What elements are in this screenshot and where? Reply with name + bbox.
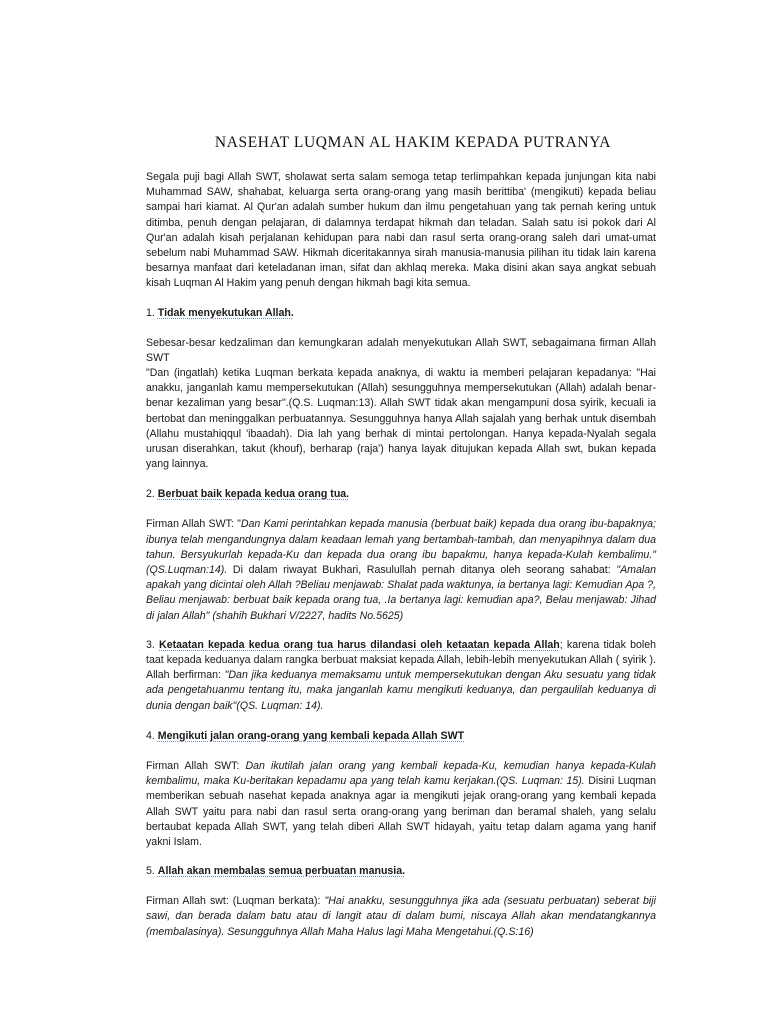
section-2-body xyxy=(146,517,656,623)
section-number: 2. xyxy=(146,488,155,501)
intro-paragraph: Segala puji bagi Allah SWT, sholawat serta salam semoga tetap terlimpahkan kepada junjungan kita nabi Muhammad SAW, shahabat, keluarga serta orang-orang yang masih berittiba' (mengikuti) kepada beliau sampai hari kiamat. Al Qur'an adalah sumber hukum dan ilmu pengetahuan yang tak pernah kering untuk ditimba, penuh dengan pelajaran, di dalamnya terdapat hikmah dan teladan. Salah satu isi pokok dari Al Qur'an adalah kisah perjalanan kehidupan para nabi dan rasul serta orang-orang saleh dari umat-umat sebelum nabi Muhammad SAW. Hikmah diceritakannya sirah manusia-manusia pilihan itu tidak lain karena besarnya manfaat dari keteladanan iman, sifat dan akhlaq mereka. Maka disini akan saya angkat sebuah kisah Luqman Al Hakim yang penuh dengan hikmah bagi kita semua. xyxy=(146,171,656,290)
section-number: 4. xyxy=(146,729,155,742)
section-4-quote: Dan ikutilah jalan orang yang kembali kepada-Ku, kemudian hanya kepada-Kulah kembalimu, maka Ku-beritakan kepadamu apa yang telah kamu kerjakan.(QS. Luqman: 15). xyxy=(146,759,656,788)
section-2-hadith: "Amalan apakah yang dicintai oleh Allah ?Beliau menjawab: Shalat pada waktunya, ia bertanya lagi: Kemudian Apa ?, Beliau menjawab: berbuat baik kepada orang tua, .Ia bertanya lagi: kemudian apa?, Belau menjawab: Jihad di jalan Allah" (shahih Bukhari V/2227, hadits No.5625) xyxy=(146,564,656,622)
section-number: 1. xyxy=(146,306,155,319)
section-4-paragraph xyxy=(146,759,656,850)
section-number: 5. xyxy=(146,865,155,878)
section-title: Allah akan membalas semua perbuatan manusia. xyxy=(157,865,406,878)
section-title: Ketaatan kepada kedua orang tua harus dilandasi oleh ketaatan kepada Allah xyxy=(159,638,560,651)
section-2-paragraph xyxy=(146,517,656,623)
section-2-quote: Dan Kami perintahkan kepada manusia (berbuat baik) kepada dua orang ibu-bapaknya; ibunya telah mengandungnya dalam keadaan lemah yang bertambah-tambah, dan menyapihnya dalam dua tahun. Bersyukurlah kepada-Ku dan kepada dua orang ibu bapakmu, hanya kepada-Kulah kembalimu."(QS.Luqman:14). xyxy=(146,518,656,577)
section-title: Tidak menyekutukan Allah. xyxy=(157,306,294,319)
section-1-paragraph-2: "Dan (ingatlah) ketika Luqman berkata kepada anaknya, di waktu ia memberi pelajaran kepadanya: "Hai anakku, janganlah kamu mempersekutukan (Allah) sesungguhnya mempersekutukan (Allah) adalah benar-benar kezaliman yang besar".(Q.S. Luqman:13). Allah SWT tidak akan mengampuni dosa syirik, kecuali ia bertobat dan meninggalkan perbuatannya. Sesungguhnya hanya Allah sajalah yang berhak untuk disembah (Allahu mustahiqqul 'ibaadah). Dia lah yang berhak di mintai pertolongan. Hanya kepada-Nyalah segala urusan diserahkan, takut (khouf), berharap (raja') hanya layak ditujukan kepada Allah swt, bukan kepada yang lainnya. xyxy=(146,367,656,471)
section-title: Mengikuti jalan orang-orang yang kembali kepada Allah SWT xyxy=(157,729,465,742)
section-3-paragraph xyxy=(146,638,656,714)
section-5-heading xyxy=(146,864,656,879)
section-1-paragraph-1: Sebesar-besar kedzaliman dan kemungkaran adalah menyekutukan Allah SWT, sebagaimana firman Allah SWT xyxy=(146,336,656,364)
section-2-heading xyxy=(146,487,656,502)
section-number: 3. xyxy=(146,638,155,651)
section-5-body xyxy=(146,894,656,940)
section-4-body xyxy=(146,759,656,850)
section-1-heading xyxy=(146,306,656,321)
section-1-body xyxy=(146,336,656,473)
section-4-rest: Disini Luqman memberikan sebuah nasehat kepada anaknya agar ia mengikuti jejak orang-orang yang kembali kepada Allah SWT yaitu para nabi dan rasul serta orang-orang yang beriman dan beramal shaleh, yang selalu bertaubat kepada Allah SWT, yang telah diberi Allah SWT hidayah, yaitu tetap dalam agama yang hanif yakni Islam. xyxy=(146,775,656,848)
document-page xyxy=(146,134,656,954)
section-2-lead: Firman Allah SWT: " xyxy=(146,518,241,531)
section-4-heading xyxy=(146,729,656,744)
section-title: Berbuat baik kepada kedua orang tua. xyxy=(157,488,350,501)
section-5-quote: "Hai anakku, sesungguhnya jika ada (sesuatu perbuatan) seberat biji sawi, dan berada dalam batu atau di langit atau di dalam bumi, niscaya Allah akan mendatangkannya (membalasinya). Sesungguhnya Allah Maha Halus lagi Maha Mengetahui.(Q.S:16) xyxy=(146,895,656,938)
section-3-quote: "Dan jika keduanya memaksamu untuk mempersekutukan dengan Aku sesuatu yang tidak ada pengetahuanmu tentang itu, maka janganlah kamu mengikuti keduanya, dan pergaulilah keduanya di dunia dengan baik"(QS. Luqman: 14). xyxy=(146,669,656,712)
section-3 xyxy=(146,638,656,714)
section-2-middle: Di dalam riwayat Bukhari, Rasulullah pernah ditanya oleh seorang sahabat: xyxy=(227,564,617,577)
section-5-lead: Firman Allah swt: (Luqman berkata): xyxy=(146,895,325,908)
section-4-lead: Firman Allah SWT: xyxy=(146,759,246,772)
section-3-text: ; karena tidak boleh taat kepada keduanya dalam rangka berbuat maksiat kepada Allah, lebih-lebih menyekutukan Allah ( syirik ). Allah berfirman: xyxy=(146,638,656,682)
document-title: NASEHAT LUQMAN AL HAKIM KEPADA PUTRANYA xyxy=(214,134,612,151)
section-5-paragraph xyxy=(146,894,656,940)
